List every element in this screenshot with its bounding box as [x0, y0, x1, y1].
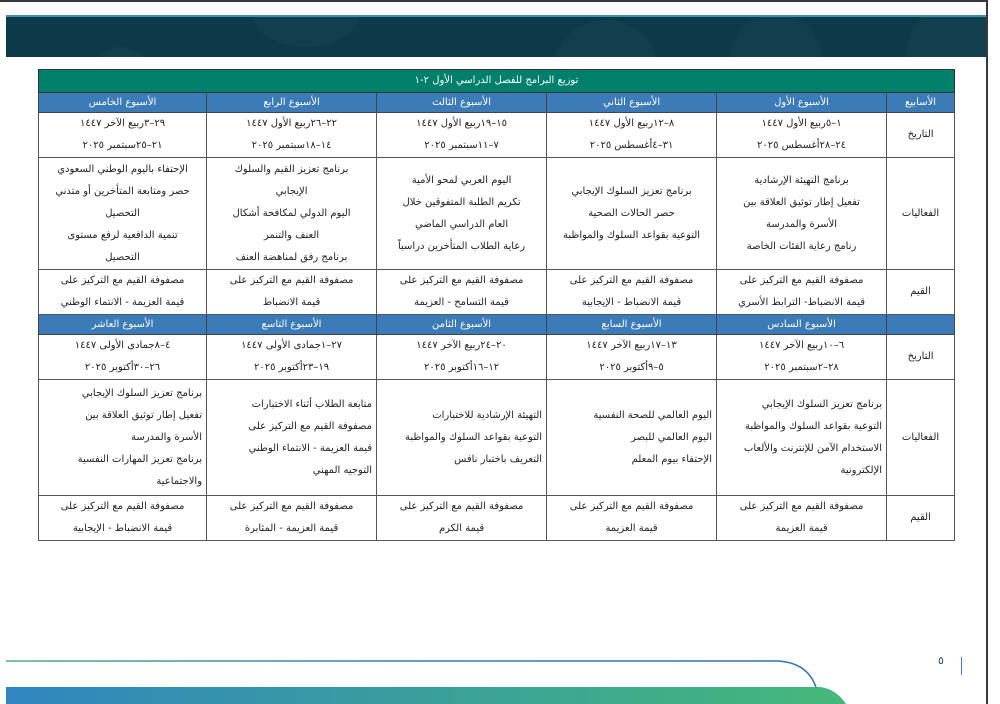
values-cell — [377, 496, 547, 541]
weeks-label: الأسابيع — [887, 93, 955, 113]
activity-item: حصر ومتابعة المتأخرين أو متدني — [55, 185, 190, 197]
value-item: مصفوفة القيم مع التركيز على — [739, 501, 864, 512]
hijri-date: ٨–١٢ربيع الأول ١٤٤٧ — [588, 118, 675, 129]
activity-item: برنامج رفق لمناهضة العنف — [235, 251, 348, 263]
values-label: القيم — [887, 496, 955, 541]
gregorian-date: ١٢–١٦أكتوبر ٢٠٢٥ — [423, 362, 500, 373]
activity-item: تفعيل إطار توثيق العلاقة بين — [85, 409, 203, 421]
date-label: التاريخ — [887, 113, 955, 158]
activities-cell — [39, 158, 207, 270]
value-item: قيمة الانضباط- الترابط الأسري — [738, 297, 866, 308]
activities-cell — [207, 158, 377, 270]
hijri-date: ١٣–١٧ربيع الآخر ١٤٤٧ — [586, 340, 677, 351]
activity-item: الأسرة والمدرسة — [766, 218, 838, 230]
banner-decor-circle — [731, 15, 821, 57]
values-cell — [717, 496, 887, 541]
activities-cell — [39, 380, 207, 496]
values-cell — [547, 496, 717, 541]
gregorian-date: ٢٤–٢٨أغسطس ٢٠٢٥ — [757, 140, 847, 151]
activity-item: رنامج رعاية الفئات الخاصة — [746, 240, 857, 252]
program-distribution-table-wrapper — [38, 69, 954, 541]
date-cell — [377, 335, 547, 380]
hijri-date: ٤–٨جمادى الأولى ١٤٤٧ — [74, 340, 171, 351]
activity-item: التوعية بقواعد السلوك والمواظبة — [744, 420, 883, 432]
page-number-divider — [961, 657, 962, 675]
activity-item: مصفوفة القيم مع التركيز على — [248, 420, 373, 432]
week-header: الأسبوع العاشر — [39, 315, 207, 335]
gregorian-date: ٧–١١سبتمبر ٢٠٢٥ — [424, 140, 499, 151]
values-cell — [39, 496, 207, 541]
value-item: قيمة العزيمة - المثابرة — [244, 523, 339, 534]
week-header: الأسبوع السادس — [717, 315, 887, 335]
activities-row — [39, 380, 955, 496]
activity-item: قيمة العزيمة - الانتماء الوطني — [248, 442, 373, 454]
value-item: قيمة الكرم — [438, 523, 485, 534]
activity-item: التوجيه المهني — [312, 464, 373, 476]
hijri-date: ١–٥ربيع الأول ١٤٤٧ — [761, 118, 842, 129]
values-cell — [207, 270, 377, 315]
activity-item: التوعية بقواعد السلوك والمواظبة — [404, 431, 543, 443]
gregorian-date: ٢١–٢٥سبتمبر ٢٠٢٥ — [82, 140, 163, 151]
activity-item: الإلكترونية — [840, 464, 883, 476]
activities-cell — [377, 380, 547, 496]
activity-item: التحصيل — [105, 251, 140, 263]
table-title-row — [39, 70, 955, 93]
activity-item: تفعيل إطار توثيق العلاقة بين — [743, 196, 860, 208]
activity-item: والاجتماعية — [156, 475, 203, 487]
activity-item: التوعية بقواعد السلوك والمواظبة — [563, 229, 701, 241]
activities-cell — [547, 158, 717, 270]
hijri-date: ٢٢–٢٦ربيع الأول ١٤٤٧ — [246, 118, 337, 129]
value-item: مصفوفة القيم مع التركيز على — [60, 275, 185, 286]
header-banner — [6, 15, 986, 57]
activity-item: التهيئة الإرشادية للاختبارات — [432, 409, 543, 421]
value-item: قيمة الانضباط - الإيجابية — [581, 297, 682, 308]
page-right-edge — [986, 0, 1000, 704]
banner-decor-circle — [251, 15, 361, 47]
activity-item: برنامج تعزيز السلوك الإيجابي — [761, 398, 883, 410]
value-item: قيمة الانضباط — [262, 297, 321, 308]
gregorian-date: ٥–٩أكتوبر ٢٠٢٥ — [599, 362, 664, 373]
page-top-edge — [0, 0, 1000, 2]
date-cell — [547, 335, 717, 380]
value-item: قيمة العزيمة — [775, 523, 828, 534]
value-item: مصفوفة القيم مع التركيز على — [569, 501, 694, 512]
activity-item: اليوم الدولي لمكافحة أشكال — [232, 207, 351, 219]
value-item: مصفوفة القيم مع التركيز على — [569, 275, 694, 286]
value-item: مصفوفة القيم مع التركيز على — [60, 501, 185, 512]
gregorian-date: ٢٦–٣٠أكتوبر ٢٠٢٥ — [84, 362, 161, 373]
activity-item: الإيجابي — [275, 185, 308, 197]
activity-item: التحصيل — [105, 207, 140, 219]
date-row — [39, 113, 955, 158]
activities-label: الفعاليات — [887, 380, 955, 496]
activity-item: اليوم العالمي للصحة النفسية — [593, 409, 713, 421]
week-header-row — [39, 315, 955, 335]
value-item: مصفوفة القيم مع التركيز على — [229, 501, 354, 512]
week-header: الأسبوع التاسع — [207, 315, 377, 335]
gregorian-date: ١٤–١٨سبتمبر ٢٠٢٥ — [251, 140, 332, 151]
weeks-label-empty — [887, 315, 955, 335]
hijri-date: ٢٠–٢٤ربيع الآخر ١٤٤٧ — [416, 340, 507, 351]
value-item: مصفوفة القيم مع التركيز على — [399, 275, 524, 286]
activity-item: برنامج تعزيز السلوك الإيجابي — [81, 387, 203, 399]
hijri-date: ٢٧–١جمادى الأولى ١٤٤٧ — [241, 340, 343, 351]
activity-item: اليوم العالمي للبصر — [631, 431, 713, 443]
activities-cell — [377, 158, 547, 270]
value-item: قيمة التسامح - العزيمة — [414, 297, 509, 308]
week-header: الأسبوع الخامس — [39, 93, 207, 113]
date-cell — [39, 113, 207, 158]
page-number: ٥ — [938, 654, 944, 667]
activity-item: برنامج تعزيز القيم والسلوك — [234, 163, 349, 175]
week-header: الأسبوع الأول — [717, 93, 887, 113]
activity-item: برنامج تعزيز السلوك الإيجابي — [571, 185, 692, 197]
value-item: قيمة الانضباط - الإيجابية — [72, 523, 173, 534]
activity-item: برنامج التهيئة الإرشادية — [754, 174, 849, 186]
activity-item: حصر الحالات الصحية — [588, 207, 675, 219]
date-cell — [39, 335, 207, 380]
banner-decor-circle — [551, 20, 661, 57]
values-cell — [547, 270, 717, 315]
activity-item: متابعة الطلاب أثناء الاختبارات — [251, 398, 373, 410]
date-cell — [207, 335, 377, 380]
date-cell — [547, 113, 717, 158]
activities-cell — [717, 380, 887, 496]
hijri-date: ٦–١٠ربيع الآخر ١٤٤٧ — [758, 340, 845, 351]
value-item: مصفوفة القيم مع التركيز على — [399, 501, 524, 512]
banner-accent-line — [6, 15, 986, 17]
gregorian-date: ٣١–٤أغسطس ٢٠٢٥ — [589, 140, 674, 151]
date-cell — [717, 113, 887, 158]
week-header: الأسبوع السابع — [547, 315, 717, 335]
value-item: قيمة العزيمة — [605, 523, 658, 534]
values-cell — [39, 270, 207, 315]
date-cell — [377, 113, 547, 158]
date-cell — [717, 335, 887, 380]
value-item: قيمة العزيمة - الانتماء الوطني — [60, 297, 185, 308]
values-label: القيم — [887, 270, 955, 315]
activities-cell — [547, 380, 717, 496]
table-title: توزيع البرامج للفصل الدراسي الأول ٢-١ — [39, 70, 955, 93]
value-item: مصفوفة القيم مع التركيز على — [739, 275, 864, 286]
week-header-row — [39, 93, 955, 113]
activity-item: التعريف باختبار نافس — [454, 453, 543, 465]
date-row — [39, 335, 955, 380]
banner-decor-circle — [86, 47, 156, 57]
activities-cell — [717, 158, 887, 270]
week-header: الأسبوع الرابع — [207, 93, 377, 113]
activity-item: تنمية الدافعية لرفع مستوى — [67, 229, 178, 241]
activity-item: الاستخدام الآمن للإنترنت والألعاب — [743, 442, 883, 454]
week-header: الأسبوع الثامن — [377, 315, 547, 335]
value-item: مصفوفة القيم مع التركيز على — [229, 275, 354, 286]
hijri-date: ١٥–١٩ربيع الأول ١٤٤٧ — [416, 118, 507, 129]
banner-decor-circle — [906, 15, 986, 57]
activity-item: اليوم العربي لمحو الأمية — [411, 174, 512, 186]
date-label: التاريخ — [887, 335, 955, 380]
program-distribution-table — [38, 69, 955, 541]
activities-row — [39, 158, 955, 270]
activity-item: برنامج تعزيز المهارات النفسية — [77, 453, 203, 465]
gregorian-date: ١٩–٢٣أكتوبر ٢٠٢٥ — [253, 362, 330, 373]
values-cell — [717, 270, 887, 315]
activity-item: العنف والتنمر — [263, 229, 320, 241]
activity-item: العام الدراسي الماضي — [414, 218, 509, 230]
week-header: الأسبوع الثالث — [377, 93, 547, 113]
values-row — [39, 496, 955, 541]
values-row — [39, 270, 955, 315]
gregorian-date: ٢٨–٢سبتمبر ٢٠٢٥ — [764, 362, 839, 373]
values-cell — [207, 496, 377, 541]
activity-item: الأسرة والمدرسة — [130, 431, 203, 443]
activity-item: الإحتفاء باليوم الوطني السعودي — [57, 163, 188, 175]
footer-decoration — [0, 645, 860, 704]
date-cell — [207, 113, 377, 158]
activity-item: رعاية الطلاب المتأخرين دراسياً — [397, 240, 526, 252]
week-header: الأسبوع الثاني — [547, 93, 717, 113]
activities-label: الفعاليات — [887, 158, 955, 270]
values-cell — [377, 270, 547, 315]
activity-item: الإحتفاء بيوم المعلم — [631, 453, 713, 465]
activity-item: تكريم الطلبة المتفوقين خلال — [402, 196, 521, 208]
activities-cell — [207, 380, 377, 496]
hijri-date: ٢٩–٣ربيع الآخر ١٤٤٧ — [79, 118, 166, 129]
